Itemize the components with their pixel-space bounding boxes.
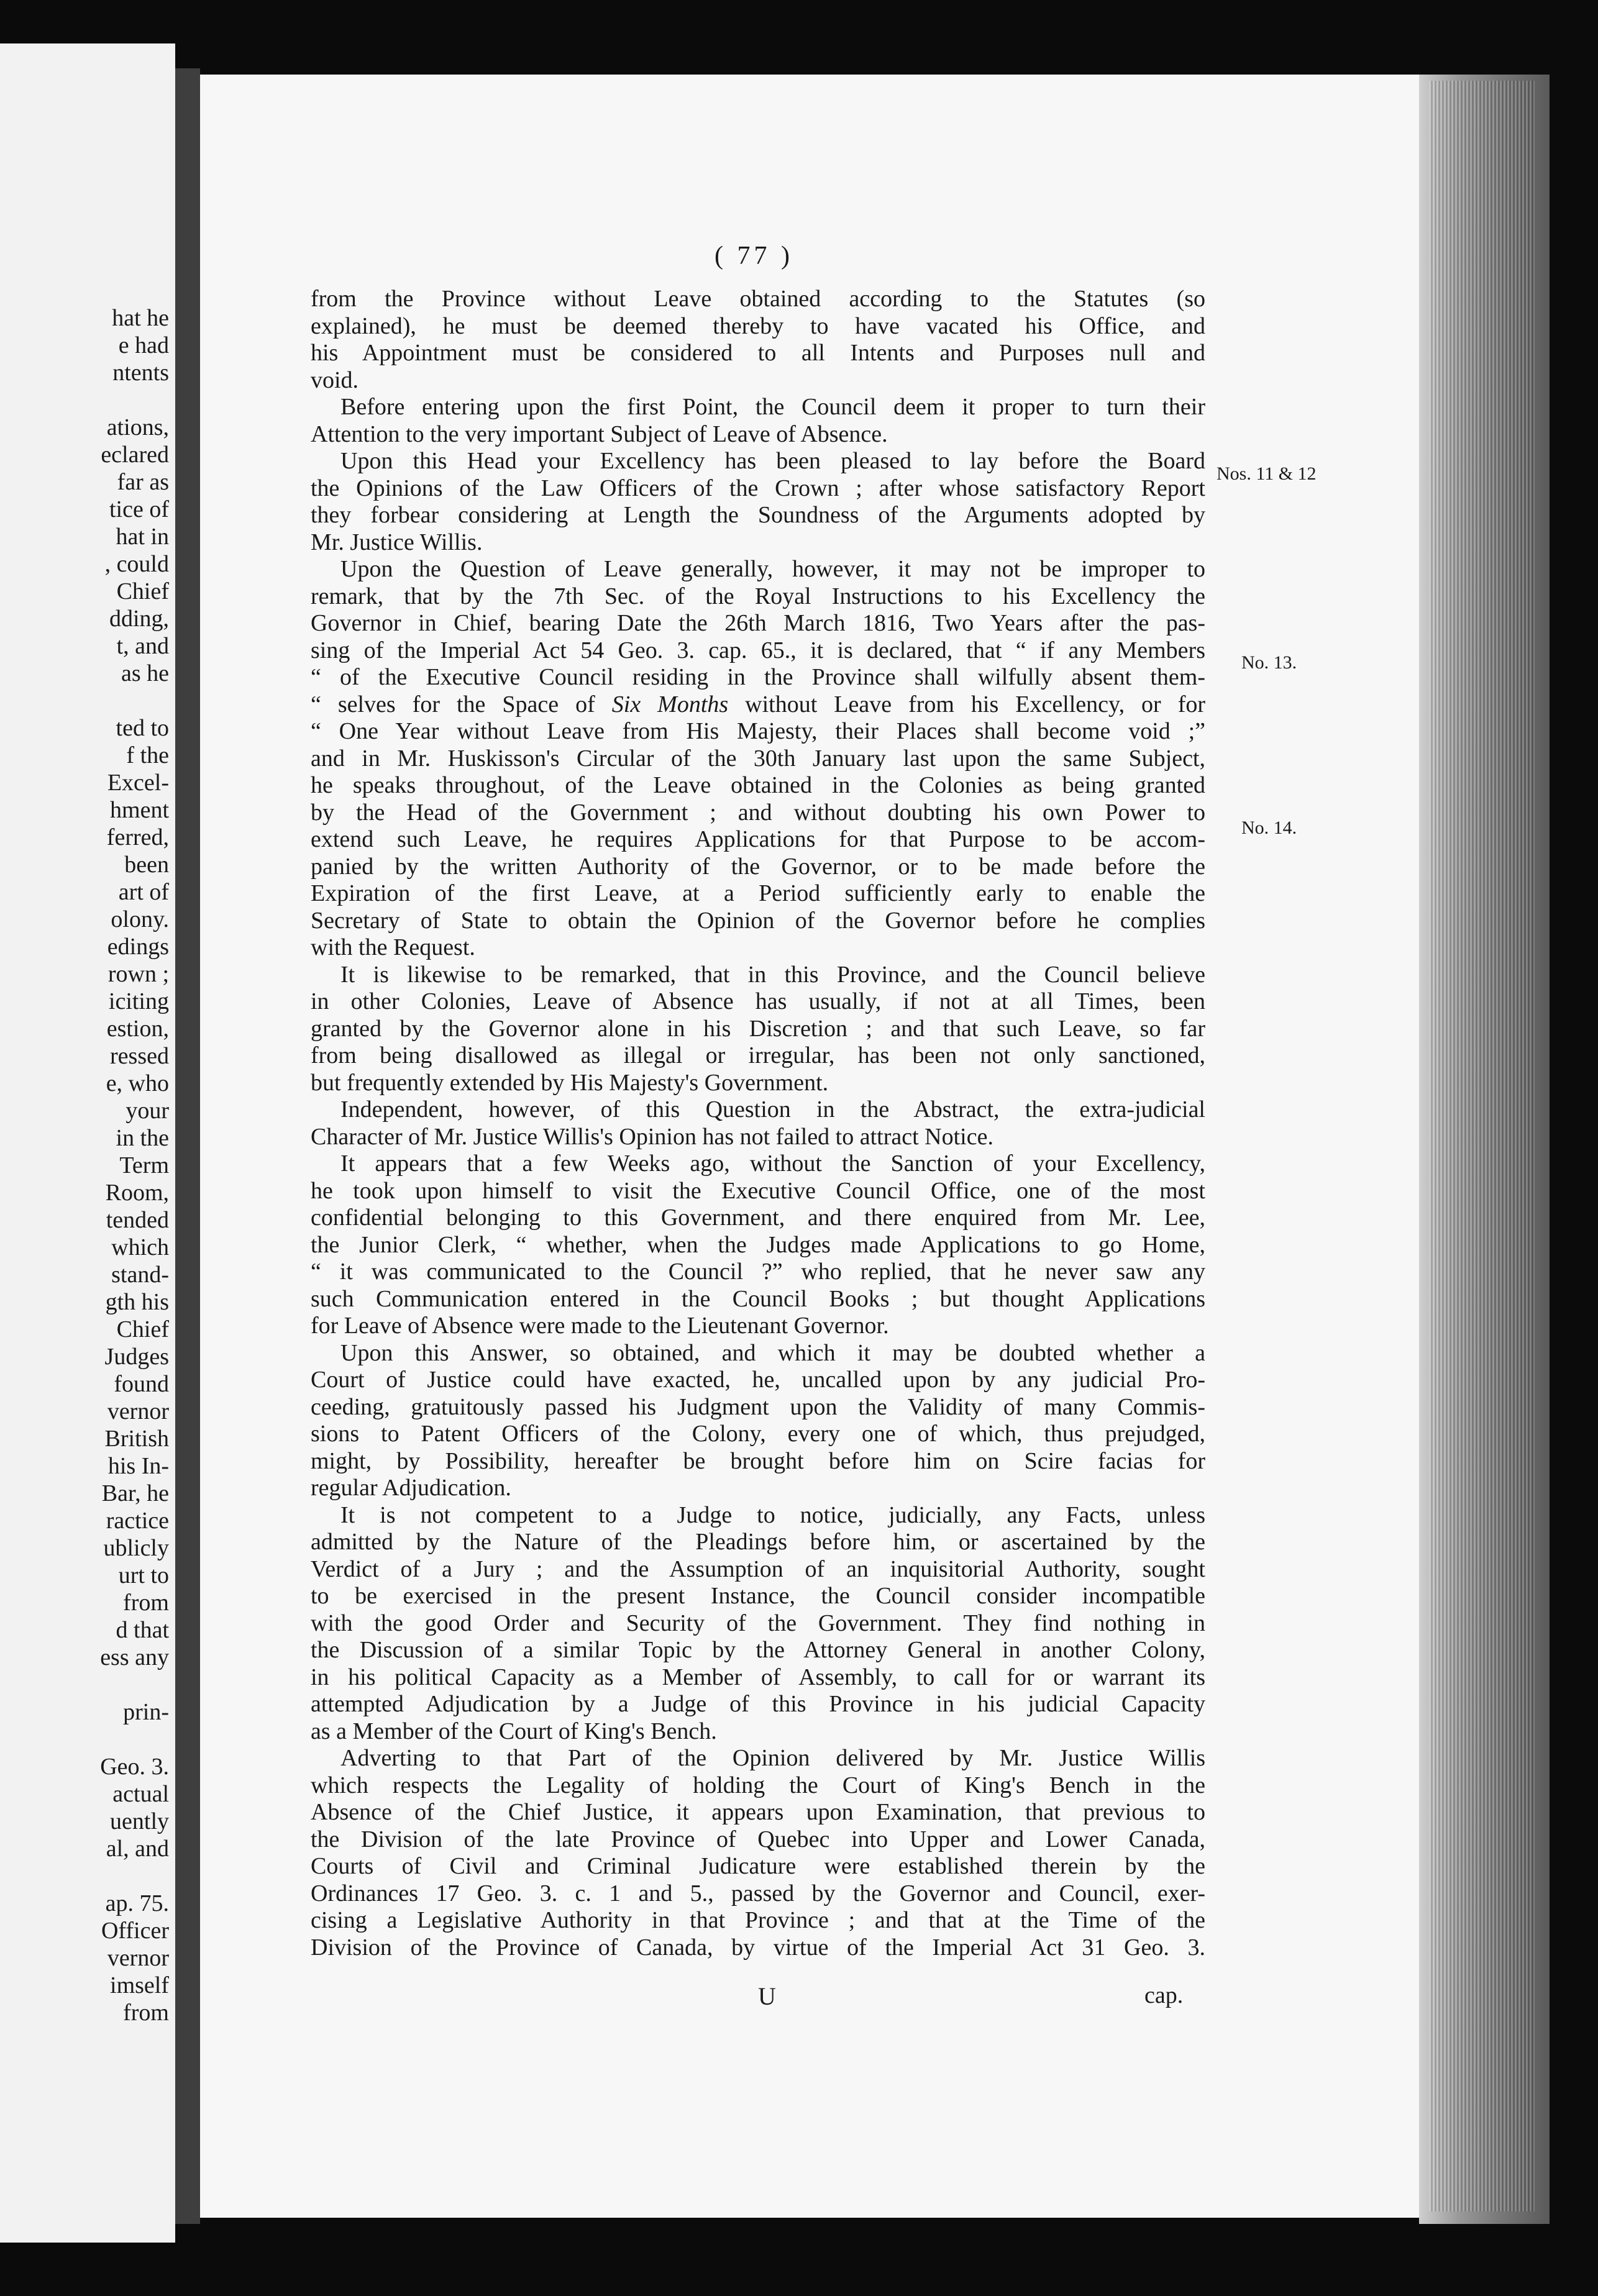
text-line: they forbear considering at Length the Soundness of the Arguments adopted by — [311, 502, 1205, 528]
text-segment: “ selves for the Space of — [311, 691, 595, 718]
text-line: to be exercised in the present Instance, the Council consider incompatible — [311, 1583, 1205, 1609]
text-segment: without Leave from his Excellency, or for — [745, 691, 1205, 718]
text-line: as a Member of the Court of King's Bench. — [311, 1718, 717, 1744]
text-line: extend such Leave, he requires Applications for that Purpose to be accom- — [311, 826, 1205, 852]
text-line: It is not competent to a Judge to notice, judicially, any Facts, unless — [340, 1501, 1205, 1528]
text-line: the Division of the late Province of Quebec into Upper and Lower Canada, — [311, 1826, 1205, 1852]
left-page-line: ap. 75. — [105, 1890, 169, 1916]
left-page-line: prin- — [123, 1699, 169, 1725]
left-page-line: Room, — [105, 1180, 169, 1206]
text-line: Governor in Chief, bearing Date the 26th March 1816, Two Years after the pas- — [311, 610, 1205, 636]
text-line: the Discussion of a similar Topic by the Attorney General in another Colony, — [311, 1637, 1205, 1663]
left-page-line: from — [123, 2000, 169, 2026]
text-line: It is likewise to be remarked, that in this Province, and the Council believe — [340, 961, 1205, 988]
text-line: Before entering upon the first Point, the Council deem it proper to turn their — [340, 394, 1205, 420]
text-line: Ordinances 17 Geo. 3. c. 1 and 5., passed by the Governor and Council, exer- — [311, 1880, 1205, 1906]
left-page-line: Judges — [104, 1344, 169, 1370]
text-line: “ it was communicated to the Council ?” who replied, that he never saw any — [311, 1259, 1205, 1285]
text-line — [311, 691, 1205, 719]
left-page-line: ublicly — [103, 1535, 169, 1561]
left-page-line: urt to — [118, 1562, 169, 1588]
left-page-line: vernor — [107, 1398, 169, 1424]
book-gutter — [175, 68, 200, 2224]
text-line: cising a Legislative Authority in that Province ; and that at the Time of the — [311, 1907, 1205, 1933]
text-line: Attention to the very important Subject of Leave of Absence. — [311, 421, 888, 447]
text-line: Upon the Question of Leave generally, however, it may not be improper to — [340, 556, 1205, 582]
left-page-line: far as — [117, 469, 169, 495]
text-line: Upon this Head your Excellency has been pleased to lay before the Board — [340, 448, 1205, 474]
left-page-line: hat in — [116, 524, 169, 550]
text-line: the Opinions of the Law Officers of the Crown ; after whose satisfactory Report — [311, 475, 1205, 501]
left-page-line: in the — [116, 1125, 169, 1151]
text-line: he speaks throughout, of the Leave obtained in the Colonies as being granted — [311, 772, 1205, 798]
margin-note: Nos. 11 & 12 — [1217, 463, 1317, 484]
text-line: explained), he must be deemed thereby to have vacated his Office, and — [311, 312, 1205, 339]
left-page-line: your — [126, 1098, 169, 1124]
page-body — [311, 286, 1205, 1961]
left-page-line: eclared — [101, 442, 169, 468]
text-line: he took upon himself to visit the Executive Council Office, one of the most — [311, 1177, 1205, 1204]
margin-note: No. 13. — [1241, 652, 1297, 673]
left-page-line: Bar, he — [101, 1480, 169, 1506]
text-line: from the Province without Leave obtained according to the Statutes (so — [311, 286, 1205, 312]
text-line: with the good Order and Security of the Government. They find nothing in — [311, 1610, 1205, 1636]
left-page-line: Chief — [116, 1316, 169, 1342]
text-line: ceeding, gratuitously passed his Judgment upon the Validity of many Commis- — [311, 1393, 1205, 1420]
text-line: Verdict of a Jury ; and the Assumption of an inquisitorial Authority, sought — [311, 1556, 1205, 1582]
text-line: sing of the Imperial Act 54 Geo. 3. cap. 65., it is declared, that “ if any Members — [311, 637, 1205, 663]
text-line: by the Head of the Government ; and without doubting his own Power to — [311, 799, 1205, 826]
text-line: void. — [311, 367, 359, 393]
text-line: Upon this Answer, so obtained, and which it may be doubted whether a — [340, 1339, 1205, 1366]
left-page-line: Geo. 3. — [100, 1754, 169, 1780]
left-page-line: al, and — [106, 1836, 169, 1862]
left-page-line: rown ; — [107, 961, 169, 987]
left-page-line: Chief — [116, 578, 169, 604]
text-line: in his political Capacity as a Member of Assembly, to call for or warrant its — [311, 1664, 1205, 1690]
text-line: in other Colonies, Leave of Absence has usually, if not at all Times, been — [311, 988, 1205, 1014]
text-line: and in Mr. Huskisson's Circular of the 30th January last upon the same Subject, — [311, 745, 1205, 772]
text-line: “ One Year without Leave from His Majesty, their Places shall become void ;” — [311, 718, 1205, 744]
left-page-line: olony. — [111, 906, 169, 932]
text-line: such Communication entered in the Council Books ; but thought Applications — [311, 1285, 1205, 1312]
text-line: Secretary of State to obtain the Opinion of the Governor before he complies — [311, 907, 1205, 934]
left-page-line: been — [124, 852, 169, 878]
text-line: sions to Patent Officers of the Colony, every one of which, thus prejudged, — [311, 1421, 1205, 1447]
left-page-line: stand- — [111, 1262, 169, 1288]
catchword: cap. — [1144, 1982, 1184, 2008]
text-line: his Appointment must be considered to all Intents and Purposes null and — [311, 340, 1205, 366]
text-line: with the Request. — [311, 934, 475, 960]
text-line: Absence of the Chief Justice, it appears upon Examination, that previous to — [311, 1799, 1205, 1825]
left-page-line: ntents — [112, 360, 169, 386]
text-line: from being disallowed as illegal or irregular, has been not only sanctioned, — [311, 1042, 1205, 1068]
left-page-line: Excel- — [107, 770, 169, 796]
left-page-line: actual — [112, 1781, 169, 1807]
left-page-line: ted to — [116, 715, 169, 741]
text-line: “ of the Executive Council residing in the Province shall wilfully absent them- — [311, 664, 1205, 690]
left-page-line: hat he — [112, 305, 169, 331]
text-line: but frequently extended by His Majesty's Government. — [311, 1069, 829, 1096]
left-page-line: hment — [110, 797, 169, 823]
left-page-line: British — [104, 1426, 169, 1452]
page-number-header: ( 77 ) — [715, 242, 793, 270]
text-line: might, by Possibility, hereafter be brought before him on Scire facias for — [311, 1447, 1205, 1474]
text-line: confidential belonging to this Government, and there enquired from Mr. Lee, — [311, 1205, 1205, 1231]
margin-note: No. 14. — [1241, 818, 1297, 838]
left-page-line: gth his — [105, 1289, 169, 1315]
italic-phrase: Six Months — [611, 691, 729, 718]
text-line: panied by the written Authority of the Governor, or to be made before the — [311, 853, 1205, 880]
text-line: Adverting to that Part of the Opinion delivered by Mr. Justice Willis — [340, 1745, 1205, 1771]
left-page-line: which — [111, 1234, 169, 1260]
text-line: granted by the Governor alone in his Discretion ; and that such Leave, so far — [311, 1015, 1205, 1042]
left-page-line: Officer — [101, 1918, 169, 1944]
left-page-line: Term — [119, 1152, 169, 1178]
text-line: It appears that a few Weeks ago, without the Sanction of your Excellency, — [340, 1150, 1205, 1177]
left-page-line: tice of — [109, 496, 169, 522]
left-page-line: ractice — [106, 1508, 169, 1534]
left-page-line: dding, — [109, 606, 169, 632]
left-page-line: estion, — [106, 1016, 169, 1042]
left-page-line: art of — [118, 879, 169, 905]
text-line: admitted by the Nature of the Pleadings before him, or ascertained by the — [311, 1529, 1205, 1555]
left-page-line: found — [114, 1371, 169, 1397]
left-page-line: t, and — [116, 633, 169, 659]
left-page-line: vernor — [107, 1945, 169, 1971]
text-line: for Leave of Absence were made to the Lieutenant Governor. — [311, 1313, 889, 1339]
left-page-line: from — [123, 1590, 169, 1616]
left-page-line: tended — [106, 1207, 169, 1233]
text-line: Court of Justice could have exacted, he, uncalled upon by any judicial Pro- — [311, 1367, 1205, 1393]
left-facing-page — [0, 43, 175, 2243]
left-page-line: uently — [110, 1808, 169, 1834]
left-page-line: , could — [104, 551, 169, 577]
left-page-line: ess any — [100, 1644, 169, 1670]
text-line: Expiration of the first Leave, at a Period sufficiently early to enable the — [311, 880, 1205, 906]
left-page-line: ations, — [106, 414, 169, 440]
left-page-line: d that — [116, 1617, 169, 1643]
text-line: regular Adjudication. — [311, 1475, 511, 1501]
text-line: attempted Adjudication by a Judge of this Province in his judicial Capacity — [311, 1691, 1205, 1717]
left-page-line: as he — [121, 660, 169, 686]
text-line: the Junior Clerk, “ whether, when the Judges made Applications to go Home, — [311, 1231, 1205, 1258]
text-line: Courts of Civil and Criminal Judicature were established therein by the — [311, 1853, 1205, 1879]
left-page-line: e, who — [106, 1070, 169, 1096]
text-line: Independent, however, of this Question in the Abstract, the extra-judicial — [340, 1096, 1205, 1123]
page-edges-texture — [1429, 81, 1535, 2212]
left-page-line: his In- — [107, 1453, 169, 1479]
text-line: Character of Mr. Justice Willis's Opinion has not failed to attract Notice. — [311, 1123, 993, 1150]
left-page-line: e had — [118, 332, 169, 358]
text-line: remark, that by the 7th Sec. of the Royal Instructions to his Excellency the — [311, 583, 1205, 609]
signature-mark: U — [758, 1982, 776, 2010]
left-page-line: edings — [107, 934, 169, 960]
text-line: which respects the Legality of holding the Court of King's Bench in the — [311, 1772, 1205, 1798]
left-page-line: iciting — [108, 988, 169, 1014]
text-line: Division of the Province of Canada, by virtue of the Imperial Act 31 Geo. 3. — [311, 1934, 1205, 1961]
left-page-line: f the — [126, 742, 169, 768]
left-page-line: imself — [110, 1972, 169, 1998]
left-page-line: ferred, — [106, 824, 169, 850]
text-line: Mr. Justice Willis. — [311, 529, 483, 555]
left-page-line: ressed — [110, 1043, 169, 1069]
